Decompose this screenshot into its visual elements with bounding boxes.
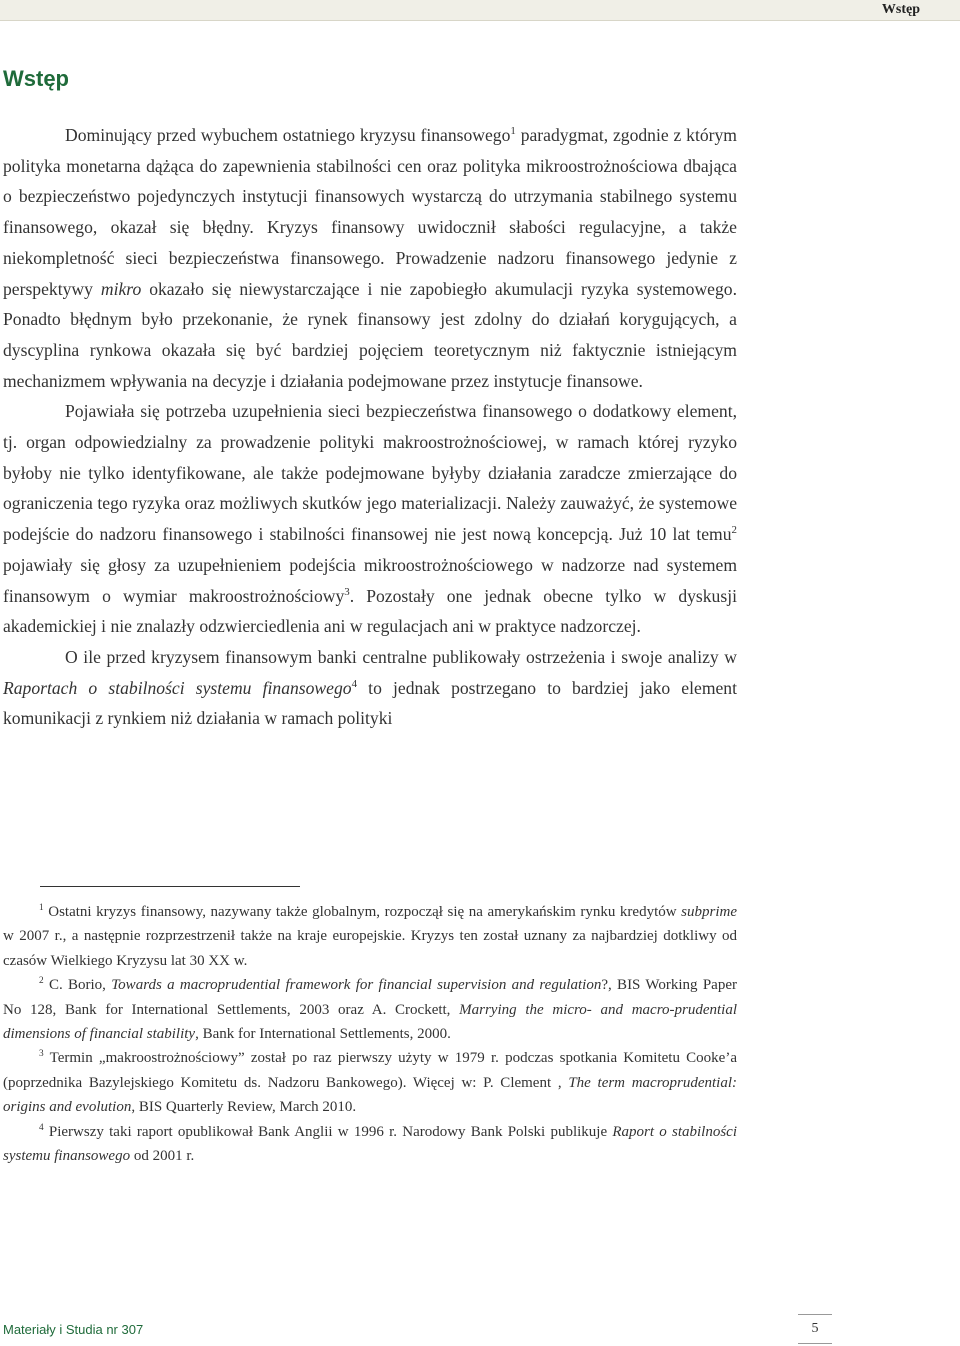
footnote-ref-1: 1 — [510, 125, 516, 138]
footnote-text: Ostatni kryzys finansowy, nazywany także globalnym, rozpoczął się na amerykańskim rynku kredytów — [43, 904, 682, 920]
section-title: Wstęp — [3, 66, 69, 91]
footnote-number: 1 — [39, 903, 44, 913]
footnote-text: w 2007 r., a następnie rozprzestrzenił także na kraje europejskie. Kryzys ten został uznany za najbardziej dotkliwy od czasów Wielkiego Kryzysu lat 30 XX w. — [3, 928, 737, 969]
footer-series: Materiały i Studia nr 307 — [3, 1322, 144, 1337]
paragraph-text: to jednak postrzegano to bardziej jako element komunikacji z rynkiem niż działania w ramach polityki — [3, 677, 737, 729]
footnote-number: 2 — [39, 976, 44, 987]
footnote-italic: Towards a macroprudential framework for financial supervision and regulation — [111, 977, 602, 994]
footnote-text: Termin „makroostrożnościowy” został po raz pierwszy użyty w 1979 r. podczas spotkania Komitetu Cooke’a (poprzednika Bazylejskiego Komitetu ds. Nadzoru Bankowego). Więcej w: P. Clement , — [3, 1050, 737, 1091]
paragraph-text: okazało się niewystarczające i nie zapobiegło akumulacji ryzyka systemowego. Ponadto błędnym było przekonanie, że rynek finansowy jest zdolny do działań korygujących, a dyscyplina rynkowa okazała się być bardziej pojęciem teoretycznym niż faktycznie istniejącym mechanizmem wpływania na decyzje i działania podejmowane przez instytucje finansowe. — [3, 278, 737, 391]
footnote-text: od 2001 r. — [130, 1148, 195, 1165]
running-header-title: Wstęp — [881, 2, 920, 17]
paragraph-italic: mikro — [100, 278, 142, 299]
paragraph-2 — [3, 396, 737, 642]
paragraph-text: O ile przed kryzysem finansowym banki centralne publikowały ostrzeżenia i swoje analizy w — [65, 646, 737, 667]
footnote-3 — [3, 1046, 737, 1119]
footnote-number: 3 — [39, 1049, 44, 1060]
footnote-ref-3: 3 — [344, 585, 350, 598]
running-header-bar — [0, 0, 960, 21]
footnote-italic: The term macroprudential: origins and evolution — [3, 1074, 737, 1116]
page-number: 5 — [798, 1314, 832, 1344]
paragraph-3 — [3, 642, 737, 734]
footnote-italic: Marrying the micro- and macro-prudential dimensions of financial stability — [3, 1001, 737, 1043]
paragraph-text: Pojawiała się potrzeba uzupełnienia sieci bezpieczeństwa finansowego o dodatkowy element, tj. organ odpowiedzialny za prowadzenie polityki makroostrożnościowej, w ramach której ryzyko byłoby nie tylko identyfikowane, ale także podejmowane byłyby działania zaradcze zmierzające do ograniczenia tego ryzyka oraz możliwych skutków jego materializacji. Należy zauważyć, że systemowe podejście do nadzoru finansowego i stabilności finansowej nie jest nową koncepcją. Już 10 lat temu — [3, 401, 737, 545]
footnote-italic: subprime — [681, 904, 737, 920]
footnote-ref-4: 4 — [351, 677, 358, 690]
body-text — [3, 120, 737, 734]
footnote-text: , BIS Quarterly Review, March 2010. — [131, 1099, 357, 1116]
footnote-divider — [40, 886, 300, 887]
paragraph-text: pojawiały się głosy za uzupełnieniem podejścia mikroostrożnościowego w nadzorze nad systemem finansowym o wymiar makroostrożnościowy — [3, 554, 737, 606]
footnote-text: Pierwszy taki raport opublikował Bank Anglii w 1996 r. Narodowy Bank Polski publikuje — [43, 1123, 613, 1140]
paragraph-text: paradygmat, zgodnie z którym polityka monetarna dążąca do zapewnienia stabilności cen oraz polityka mikroostrożnościowa dbająca o bezpieczeństwo pojedynczych instytucji finansowych wystarczą do utrzymania stabilnego systemu finansowego, okazał się błędny. Kryzys finansowy uwidocznił słabości regulacyjne, a także niekompletność sieci bezpieczeństwa finansowego. Prowadzenie nadzoru finansowego jedynie z perspektywy — [3, 125, 737, 299]
footnotes — [3, 900, 737, 1168]
footnote-italic: Raport o stabilności systemu finansowego — [3, 1123, 738, 1165]
paragraph-1 — [3, 120, 737, 396]
footnote-1 — [3, 900, 737, 973]
footnote-ref-2: 2 — [731, 524, 737, 537]
footnote-2 — [3, 973, 737, 1046]
footnote-text: ?, BIS Working Paper No 128, Bank for International Settlements, 2003 oraz A. Crockett, — [3, 977, 737, 1018]
footnote-number: 4 — [39, 1122, 44, 1133]
paragraph-text: Dominujący przed wybuchem ostatniego kryzysu finansowego — [65, 125, 511, 145]
footnote-4 — [3, 1120, 737, 1169]
footnote-text: , Bank for International Settlements, 2000. — [195, 1026, 451, 1043]
paragraph-italic: Raportach o stabilności systemu finansowego — [3, 677, 352, 698]
footnote-text: C. Borio, — [43, 977, 112, 994]
paragraph-text: . Pozostały one jednak obecne tylko w dyskusji akademickiej i nie znalazły odzwierciedlenia ani w regulacjach ani w praktyce nadzorczej. — [3, 585, 737, 637]
